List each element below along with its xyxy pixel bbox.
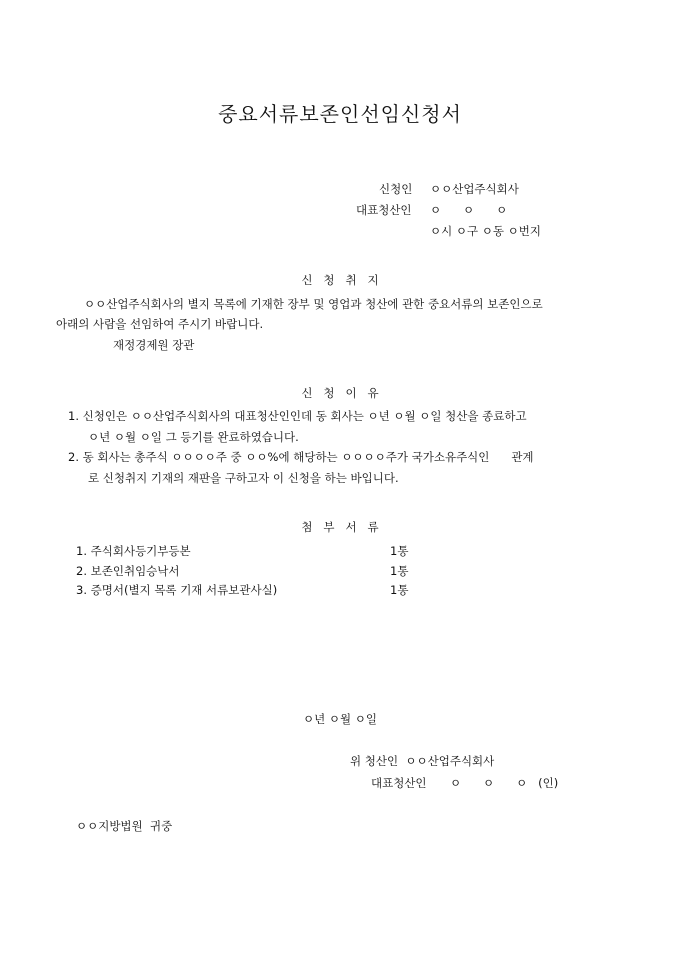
representative-label: 대표청산인 [356,203,412,217]
attachment-count: 1통 [390,544,409,558]
signature-rep-value: ㅇ ㅇ ㅇ (인) [450,776,559,790]
reason-heading: 신 청 이 유 [301,386,379,400]
attachment-count: 1통 [390,583,409,597]
attachments-heading: 첨 부 서 류 [301,520,379,534]
reason-item-line: ㅇ년 ㅇ월 ㅇ일 그 등기를 완료하였습니다. [88,430,299,444]
court-addressee: ㅇㅇ지방법원 귀중 [76,819,173,833]
attachment-count: 1통 [390,564,409,578]
attachment-label: 2. 보존인취임승낙서 [76,564,180,578]
reason-item-line: 1. 신청인은 ㅇㅇ산업주식회사의 대표청산인인데 동 회사는 ㅇ년 ㅇ월 ㅇ일 청산을 종료하고 [68,409,527,423]
applicant-label: 신청인 [379,182,413,196]
signature-rep-label: 대표청산인 [371,776,427,790]
attachment-label: 1. 주식회사등기부등본 [76,544,191,558]
purpose-heading: 신 청 취 지 [301,273,379,287]
purpose-text-line: 아래의 사람을 선임하여 주시기 바랍니다. [56,317,264,331]
applicant-address: ㅇ시 ㅇ구 ㅇ동 ㅇ번지 [430,224,541,238]
reason-item-line: 2. 동 회사는 총주식 ㅇㅇㅇㅇ주 중 ㅇㅇ%에 해당하는 ㅇㅇㅇㅇ주가 국가소유주식인 관계 [68,450,534,464]
purpose-recipient: 재정경제원 장관 [113,338,195,352]
document-title: 중요서류보존인선임신청서 [218,102,462,126]
reason-item-line: 로 신청취지 기재의 재판을 구하고자 이 신청을 하는 바입니다. [88,471,399,485]
applicant-value: ㅇㅇ산업주식회사 [430,182,519,196]
application-date: ㅇ년 ㅇ월 ㅇ일 [303,712,377,726]
signature-line: 위 청산인 ㅇㅇ산업주식회사 [350,754,495,768]
purpose-text-line: ㅇㅇ산업주식회사의 별지 목록에 기재한 장부 및 영업과 청산에 관한 중요서류의 보존인으로 [84,297,543,311]
attachment-label: 3. 증명서(별지 목록 기재 서류보관사실) [76,583,278,597]
representative-value: ㅇ ㅇ ㅇ [430,203,508,217]
